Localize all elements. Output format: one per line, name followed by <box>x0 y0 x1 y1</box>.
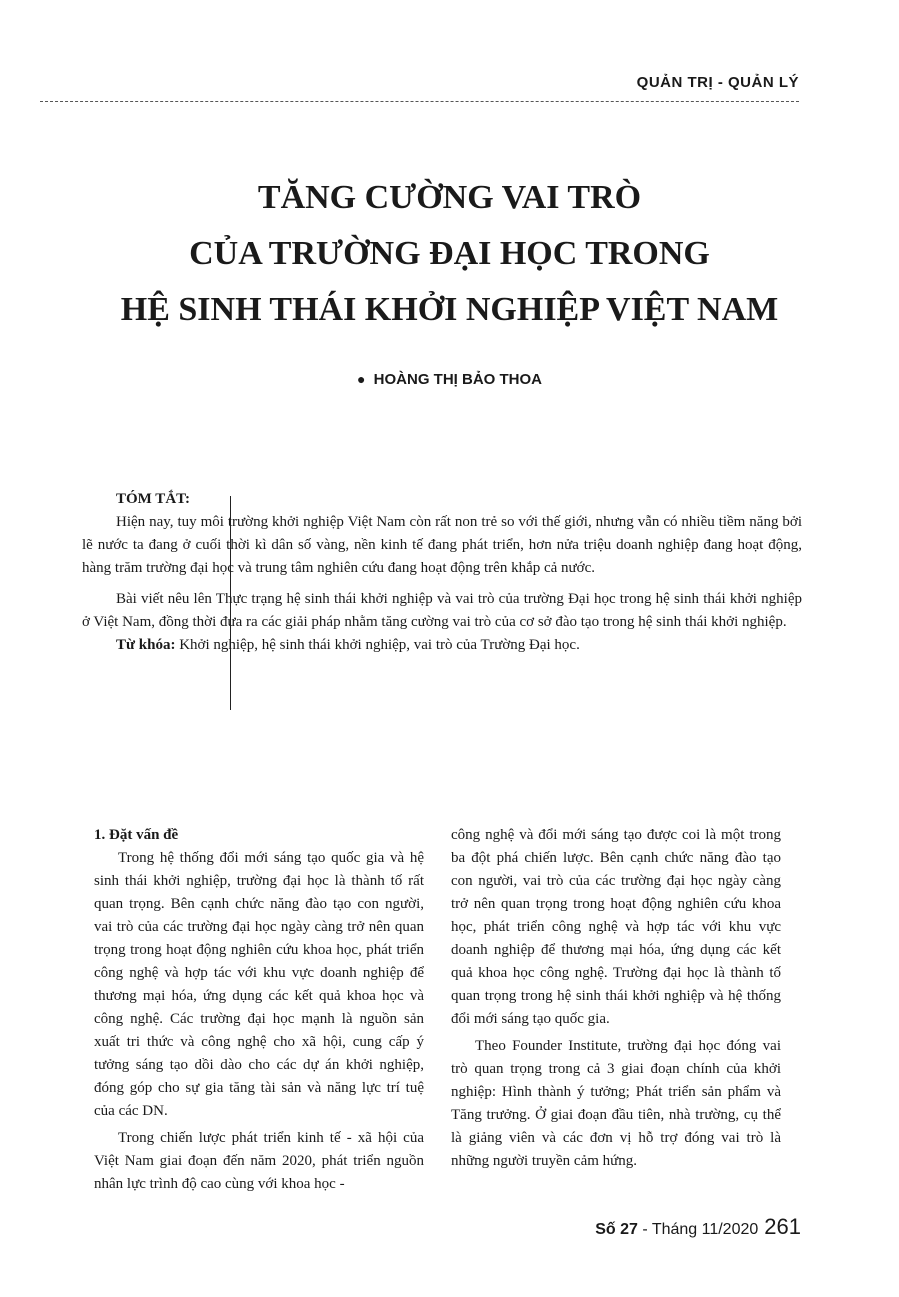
title-line-1: TĂNG CƯỜNG VAI TRÒ <box>257 179 642 216</box>
author-name: HOÀNG THỊ BẢO THOA <box>373 371 542 388</box>
issue-month: Tháng 11/2020 <box>651 1221 759 1238</box>
section-label: QUẢN TRỊ - QUẢN LÝ <box>636 74 799 91</box>
keywords-label: Từ khóa: <box>116 637 176 653</box>
issue-number: Số 27 <box>595 1221 638 1238</box>
author-line <box>0 371 899 388</box>
title-line-3: HỆ SINH THÁI KHỞI NGHIỆP VIỆT NAM <box>120 291 779 328</box>
bullet-icon: ● <box>357 371 366 387</box>
footer-separator: - <box>637 1221 652 1238</box>
title-line-2: CỦA TRƯỜNG ĐẠI HỌC TRONG <box>189 235 710 272</box>
header-rule <box>40 101 799 102</box>
body-paragraph: Theo Founder Institute, trường đại học đóng vai trò quan trọng trong cả 3 giai đoạn chính của khởi nghiệp: Hình thành ý tưởng; Phát triển sản phẩm và Tăng trưởng. Ở giai đoạn đầu tiên, nhà trường, cụ thể là giảng viên và các đơn vị hỗ trợ đóng vai trò là những người truyền cảm hứng. <box>451 1038 781 1169</box>
body-paragraph: công nghệ và đổi mới sáng tạo được coi là một trong ba đột phá chiến lược. Bên cạnh chức năng đào tạo con người, vai trò của các trường đại học ngày càng trở nên quan trọng trong hoạt động nghiên cứu khoa học, phát triển công nghệ và hợp tác với khu vực doanh nghiệp để thương mại hóa, ứng dụng các kết quả khoa học công nghệ. Trường đại học là thành tố quan trọng trong hệ sinh thái khởi nghiệp và hệ thống đổi mới sáng tạo quốc gia. <box>451 827 781 1027</box>
abstract <box>82 488 802 657</box>
abstract-paragraph-2: Bài viết nêu lên Thực trạng hệ sinh thái khởi nghiệp và vai trò của trường Đại học trong hệ sinh thái khởi nghiệp ở Việt Nam, đồng thời đưa ra các giải pháp nhằm tăng cường vai trò của cơ sở đào tạo trong hệ sinh thái khởi nghiệp. <box>82 591 802 630</box>
body-column-left <box>94 824 424 1196</box>
body-paragraph: Trong chiến lược phát triển kinh tế - xã hội của Việt Nam giai đoạn đến năm 2020, phát triển nguồn nhân lực trình độ cao cùng với khoa học - <box>94 1130 424 1192</box>
section-heading: 1. Đặt vấn đề <box>94 827 179 843</box>
body-paragraph: Trong hệ thống đổi mới sáng tạo quốc gia và hệ sinh thái khởi nghiệp, trường đại học là thành tố rất quan trọng. Bên cạnh chức năng đào tạo con người, vai trò của các trường đại học ngày càng trở nên quan trọng trong hoạt động nghiên cứu khoa học, phát triển công nghệ và hợp tác với khu vực doanh nghiệp để thương mại hóa, ứng dụng các kết quả khoa học và công nghệ. Các trường đại học mạnh là nguồn sản xuất tri thức và công nghệ cho xã hội, cung cấp ý tưởng sáng tạo dồi dào cho các dự án khởi nghiệp, đóng góp cho sự gia tăng tài sản và năng lực trí tuệ của các DN. <box>94 850 424 1119</box>
abstract-paragraph-1: Hiện nay, tuy môi trường khởi nghiệp Việt Nam còn rất non trẻ so với thế giới, nhưng vẫn có nhiều tiềm năng bởi lẽ nước ta đang ở cuối thời kì dân số vàng, nền kinh tế đang phát triển, hơn nửa triệu doanh nghiệp đang hoạt động, hàng trăm trường đại học và trung tâm nghiên cứu đang hoạt động trên khắp cả nước. <box>82 514 802 576</box>
article-title <box>0 170 899 338</box>
page-number: 261 <box>764 1214 801 1239</box>
keywords-text: Khởi nghiệp, hệ sinh thái khởi nghiệp, vai trò của Trường Đại học. <box>175 637 580 653</box>
body-column-right <box>451 824 781 1173</box>
abstract-heading: TÓM TẮT: <box>116 491 191 507</box>
page-footer <box>595 1214 801 1240</box>
keywords <box>82 634 802 657</box>
